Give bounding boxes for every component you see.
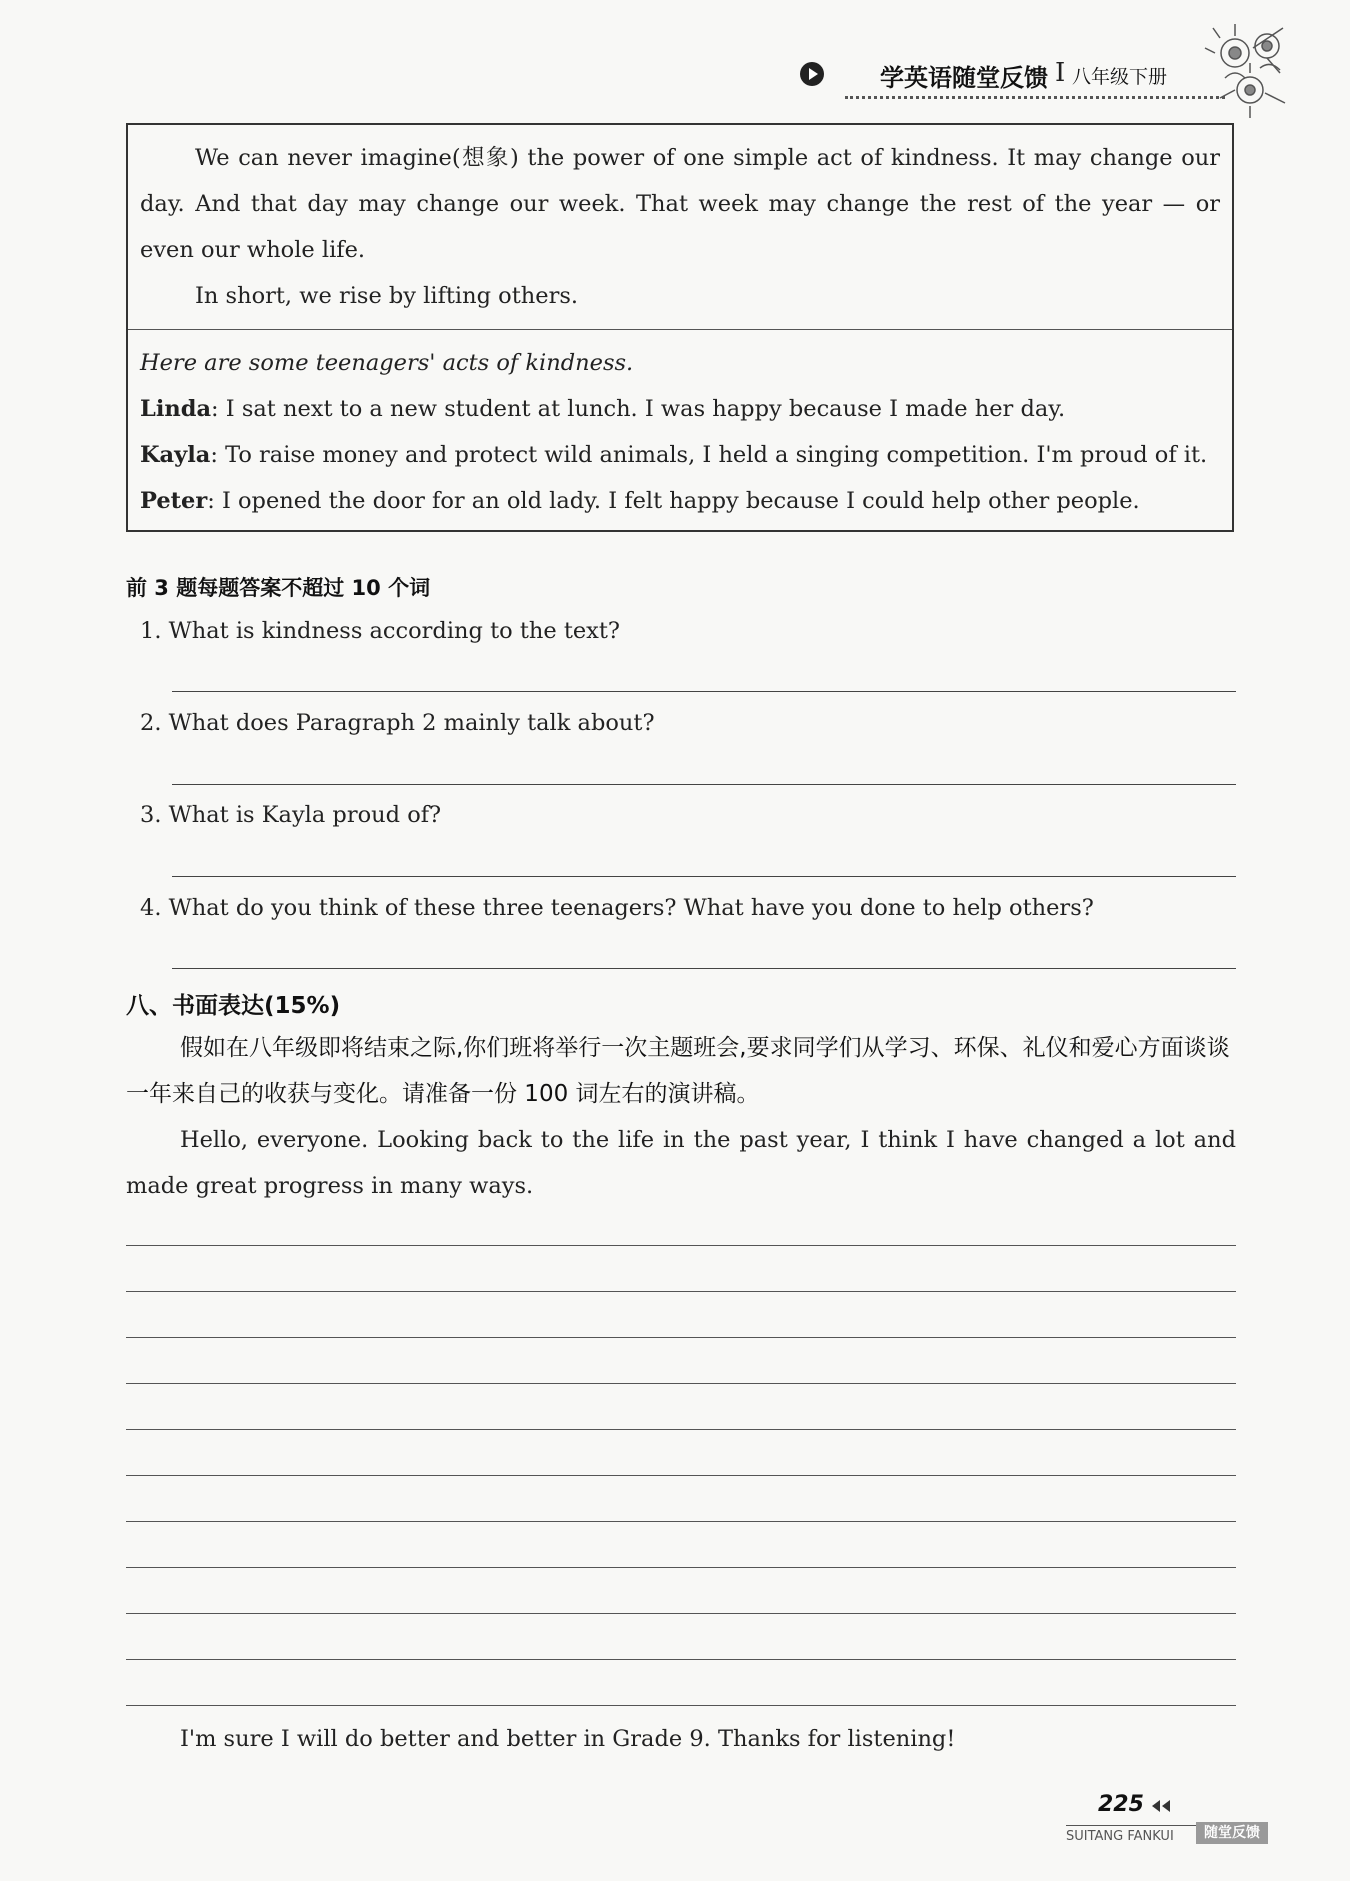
question-4: 4. What do you think of these three teenagers? What have you done to help others?	[140, 895, 1094, 921]
writing-line[interactable]	[126, 1521, 1236, 1522]
writing-line[interactable]	[126, 1705, 1236, 1706]
play-circle-icon	[800, 62, 824, 86]
double-left-arrow-icon	[1150, 1800, 1172, 1812]
passage-paragraph-1: We can never imagine(想象) the power of one simple act of kindness. It may change our day. And that day may change our week. That week may change the rest of the year — or even our whole life.	[140, 145, 1220, 263]
example-kayla: Kayla: To raise money and protect wild animals, I held a singing competition. I'm proud of it.	[140, 442, 1208, 468]
header-dotted-rule	[845, 96, 1225, 99]
example-peter: Peter: I opened the door for an old lady. I felt happy because I could help other people.	[140, 488, 1140, 514]
writing-line[interactable]	[126, 1659, 1236, 1660]
page-header	[800, 58, 1260, 98]
writing-opening: Hello, everyone. Looking back to the life in the past year, I think I have changed a lot and made great progress in many ways.	[126, 1127, 1236, 1199]
example-linda: Linda: I sat next to a new student at lunch. I was happy because I made her day.	[140, 396, 1066, 422]
writing-heading: 八、书面表达(15%)	[126, 993, 341, 1019]
header-title: 学英语随堂反馈	[880, 64, 1048, 92]
answer-line-2[interactable]	[172, 784, 1236, 785]
questions-instruction: 前 3 题每题答案不超过 10 个词	[126, 576, 431, 600]
question-1: 1. What is kindness according to the text?	[140, 618, 620, 644]
writing-line[interactable]	[126, 1567, 1236, 1568]
question-2: 2. What does Paragraph 2 mainly talk about?	[140, 710, 655, 736]
page-number: 225	[1098, 1792, 1144, 1817]
answer-line-3[interactable]	[172, 876, 1236, 877]
passage-main	[128, 125, 1232, 330]
writing-line[interactable]	[126, 1475, 1236, 1476]
answer-line-1[interactable]	[172, 691, 1236, 692]
writing-line[interactable]	[126, 1291, 1236, 1292]
writing-line[interactable]	[126, 1245, 1236, 1246]
writing-line[interactable]	[126, 1429, 1236, 1430]
passage-examples	[128, 330, 1232, 530]
writing-closing: I'm sure I will do better and better in Grade 9. Thanks for listening!	[180, 1726, 956, 1752]
header-separator: I	[1055, 58, 1066, 88]
header-subtitle: 八年级下册	[1072, 66, 1168, 88]
writing-line[interactable]	[126, 1613, 1236, 1614]
footer-rule	[1066, 1825, 1196, 1826]
flower-icon	[1195, 18, 1315, 128]
writing-line[interactable]	[126, 1383, 1236, 1384]
footer-brand-en: SUITANG FANKUI	[1066, 1829, 1174, 1844]
writing-line[interactable]	[126, 1337, 1236, 1338]
reading-passage-box	[126, 123, 1234, 532]
passage-paragraph-2: In short, we rise by lifting others.	[195, 283, 579, 309]
examples-intro: Here are some teenagers' acts of kindness.	[140, 350, 634, 376]
footer-brand-badge: 随堂反馈	[1196, 1822, 1268, 1844]
question-3: 3. What is Kayla proud of?	[140, 802, 442, 828]
writing-prompt: 假如在八年级即将结束之际,你们班将举行一次主题班会,要求同学们从学习、环保、礼仪和爱心方面谈谈一年来自己的收获与变化。请准备一份 100 词左右的演讲稿。	[126, 1035, 1230, 1107]
answer-line-4[interactable]	[172, 968, 1236, 969]
